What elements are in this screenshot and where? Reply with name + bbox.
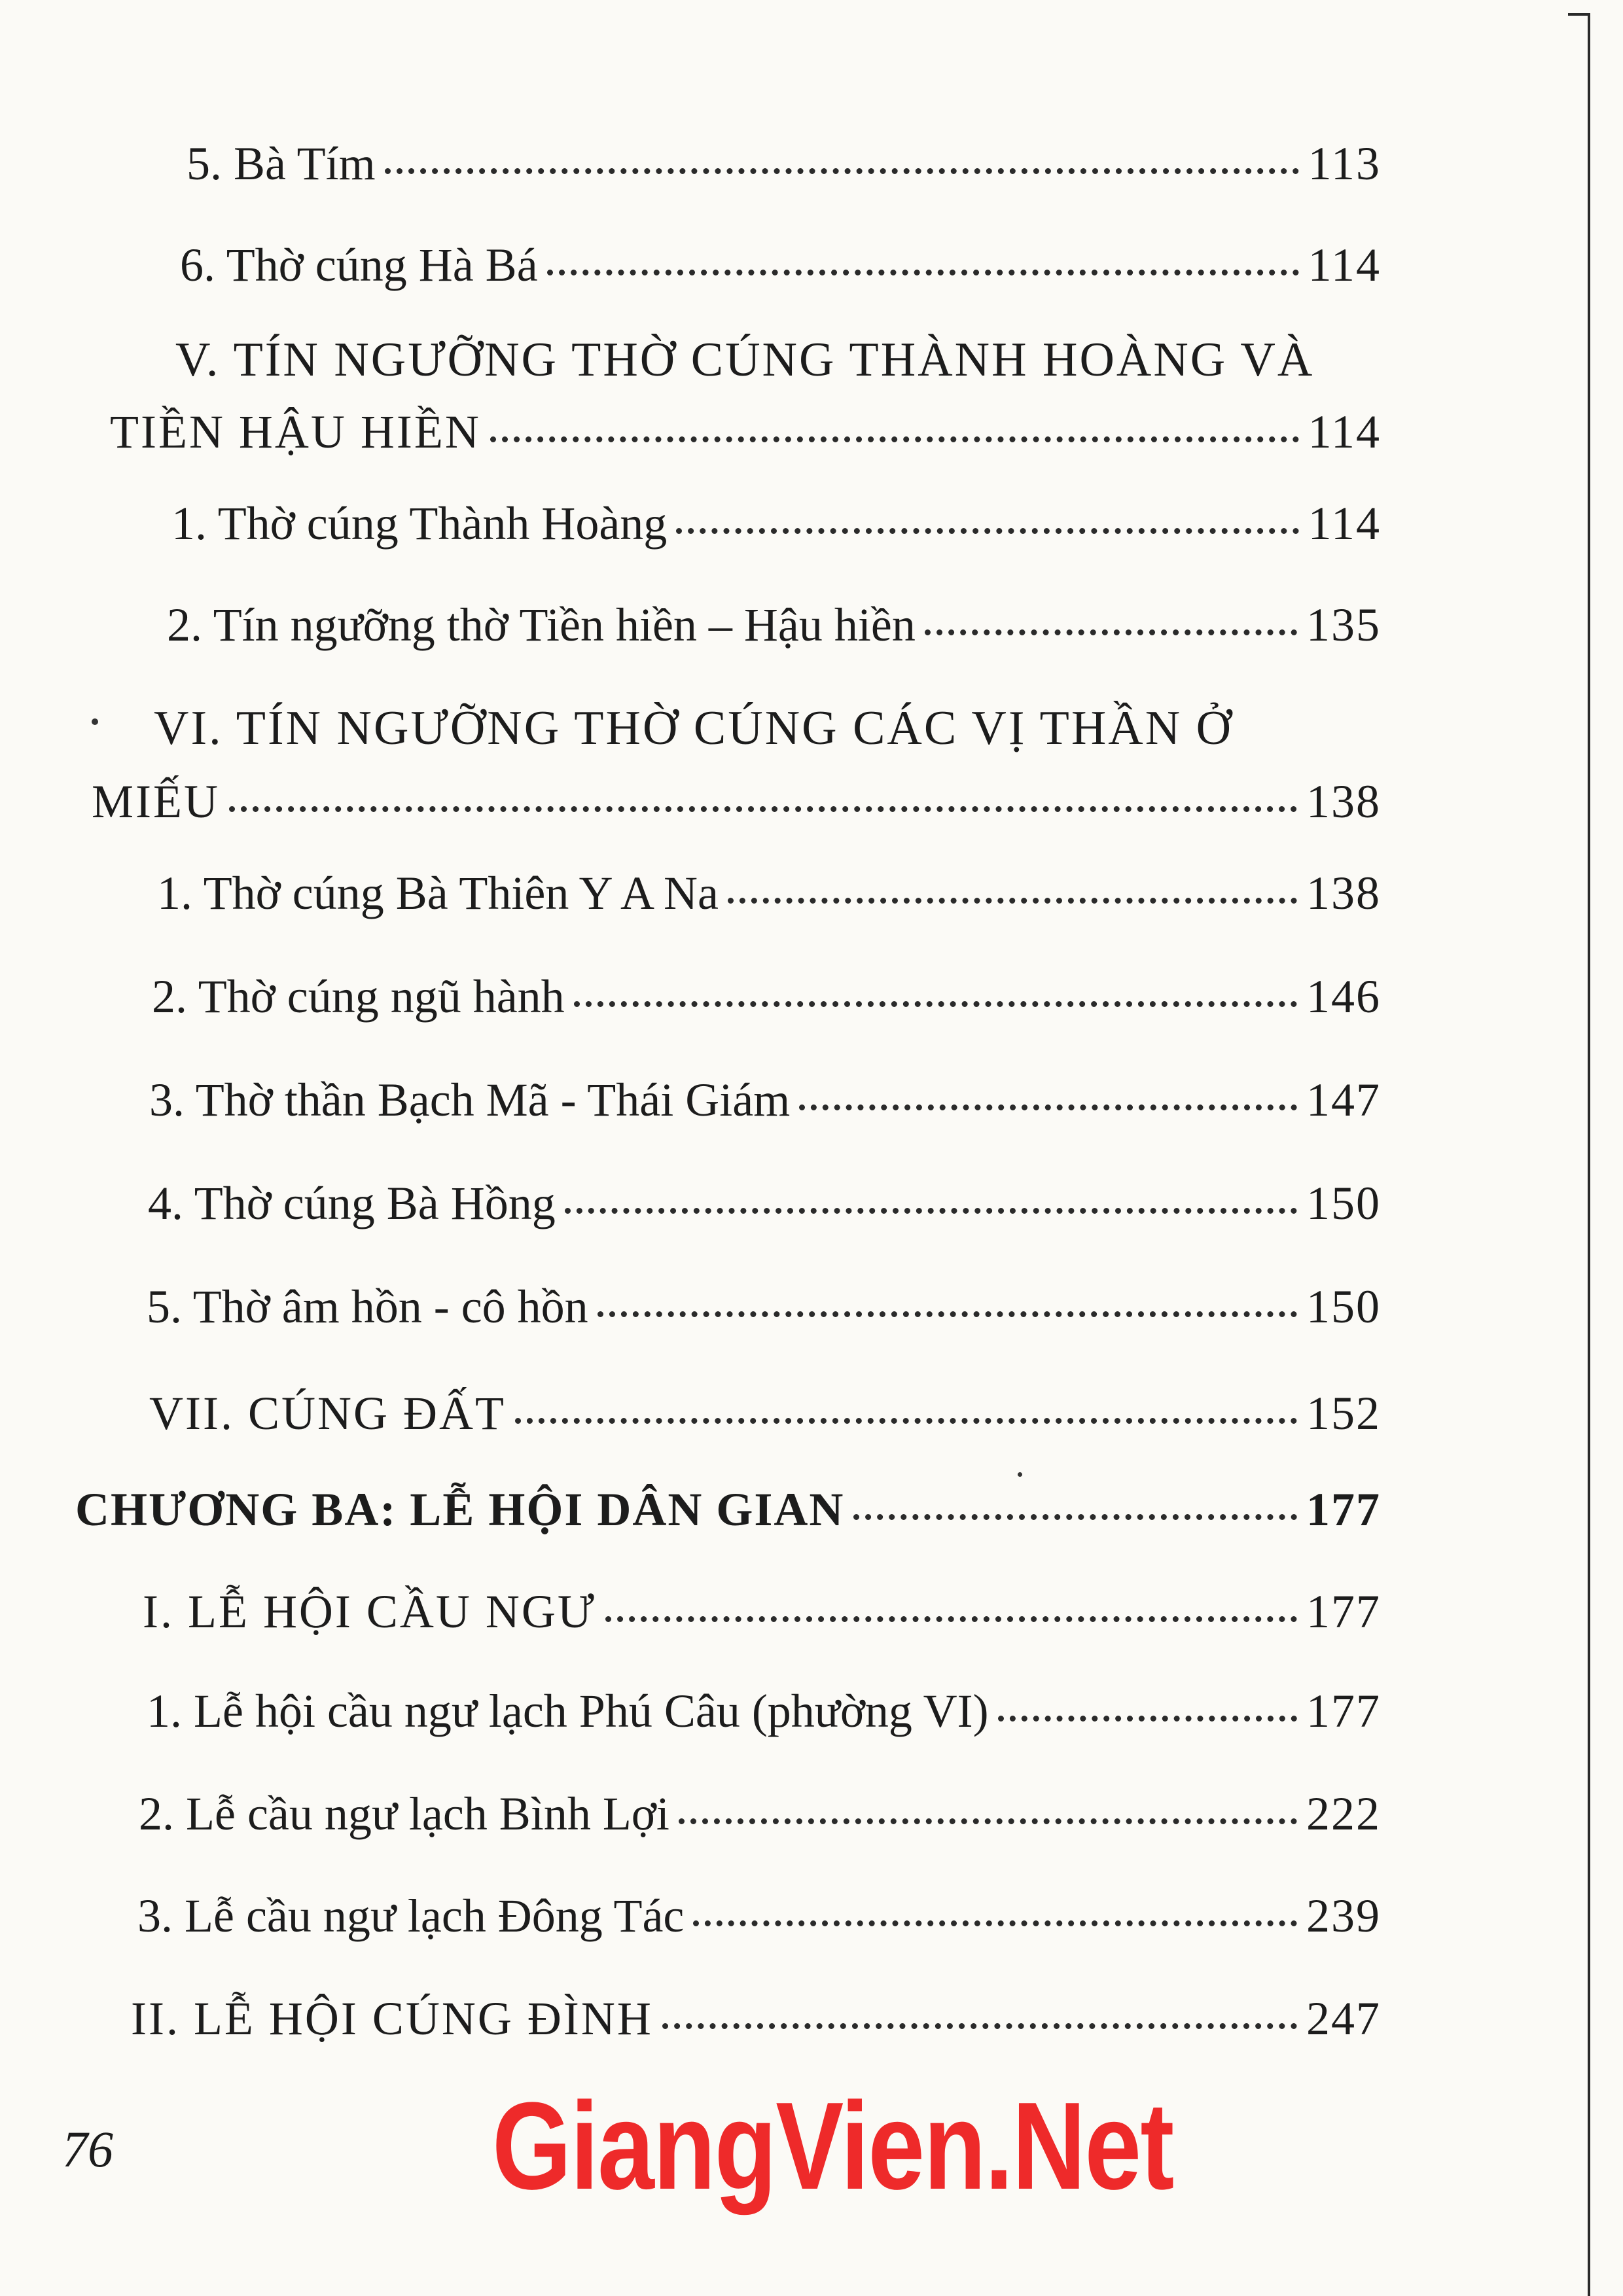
toc-entry[interactable] xyxy=(180,236,1381,294)
toc-entry-page: 138 xyxy=(1306,775,1381,828)
toc-entry-page: 152 xyxy=(1306,1387,1381,1439)
toc-entry-title: VII. CÚNG ĐẤT xyxy=(149,1387,506,1439)
dot-leader xyxy=(693,1920,1297,1926)
toc-entry-page: 247 xyxy=(1306,1992,1381,2045)
dot-leader xyxy=(547,270,1299,275)
toc-entry[interactable] xyxy=(171,494,1381,553)
toc-entry-title: 2. Tín ngưỡng thờ Tiền hiền – Hậu hiền xyxy=(167,599,916,651)
toc-entry[interactable] xyxy=(167,595,1381,654)
toc-entry-title: 4. Thờ cúng Bà Hồng xyxy=(148,1177,556,1229)
toc-entry-title: II. LỄ HỘI CÚNG ĐÌNH xyxy=(131,1992,653,2045)
section-heading-line1: V. TÍN NGƯỠNG THỜ CÚNG THÀNH HOÀNG VÀ xyxy=(175,333,1315,387)
toc-entry[interactable] xyxy=(92,772,1381,831)
toc-entry-title: 3. Lễ cầu ngư lạch Đông Tác xyxy=(137,1890,685,1942)
toc-entry[interactable] xyxy=(147,1277,1381,1336)
page-number: 76 xyxy=(62,2121,113,2178)
dot-leader xyxy=(679,1818,1297,1824)
toc-entry-title: 3. Thờ thần Bạch Mã - Thái Giám xyxy=(149,1074,791,1126)
stray-mark xyxy=(92,718,98,725)
toc-entry[interactable] xyxy=(157,864,1381,923)
toc-entry-title: 5. Thờ âm hồn - cô hồn xyxy=(147,1280,588,1333)
toc-entry-title: I. LỄ HỘI CẦU NGƯ xyxy=(143,1585,596,1638)
toc-entry-title: 1. Thờ cúng Thành Hoàng xyxy=(171,497,668,550)
toc-chapter-entry[interactable] xyxy=(75,1480,1381,1539)
dot-leader xyxy=(676,528,1298,534)
dot-leader xyxy=(853,1514,1297,1520)
toc-entry-page: 114 xyxy=(1308,497,1381,550)
toc-entry[interactable] xyxy=(131,1989,1381,2048)
dot-leader xyxy=(728,898,1297,904)
toc-entry[interactable] xyxy=(139,1784,1381,1843)
stray-mark xyxy=(1018,1472,1022,1477)
toc-entry[interactable] xyxy=(187,134,1381,193)
toc-entry-page: 146 xyxy=(1306,970,1381,1023)
toc-entry[interactable] xyxy=(152,967,1381,1026)
dot-leader xyxy=(597,1311,1297,1317)
dot-leader xyxy=(998,1716,1297,1722)
toc-entry[interactable] xyxy=(147,1682,1381,1740)
toc-entry-title: 1. Thờ cúng Bà Thiên Y A Na xyxy=(157,867,719,919)
toc-entry[interactable] xyxy=(149,1070,1381,1129)
toc-entry[interactable] xyxy=(149,1384,1381,1443)
toc-entry[interactable] xyxy=(143,1582,1381,1641)
dot-leader xyxy=(515,1418,1297,1424)
dot-leader xyxy=(385,168,1299,174)
toc-entry-title: 5. Bà Tím xyxy=(187,137,376,190)
toc-entry-page: 150 xyxy=(1306,1280,1381,1333)
toc-entry-page: 177 xyxy=(1306,1585,1381,1638)
watermark-text: GiangVien.Net xyxy=(492,2077,1173,2216)
toc-entry-title: MIẾU xyxy=(92,775,220,828)
toc-entry-page: 114 xyxy=(1308,239,1381,291)
toc-entry-page: 177 xyxy=(1306,1483,1381,1536)
toc-entry-page: 114 xyxy=(1308,406,1381,458)
dot-leader xyxy=(662,2023,1297,2029)
dot-leader xyxy=(565,1208,1297,1214)
dot-leader xyxy=(605,1616,1297,1622)
toc-entry-title: 1. Lễ hội cầu ngư lạch Phú Câu (phường VI) xyxy=(147,1685,989,1737)
toc-entry-title: TIỀN HẬU HIỀN xyxy=(110,406,481,458)
toc-entry[interactable] xyxy=(137,1886,1381,1945)
toc-entry-title: CHƯƠNG BA: LỄ HỘI DÂN GIAN xyxy=(75,1483,845,1536)
section-heading-line1: VI. TÍN NGƯỠNG THỜ CÚNG CÁC VỊ THẦN Ở xyxy=(154,701,1234,755)
toc-entry[interactable] xyxy=(110,402,1381,461)
dot-leader xyxy=(490,436,1299,442)
toc-entry-page: 135 xyxy=(1306,599,1381,651)
toc-entry-page: 138 xyxy=(1306,867,1381,919)
toc-entry-page: 147 xyxy=(1306,1074,1381,1126)
toc-entry-title: 2. Thờ cúng ngũ hành xyxy=(152,970,565,1023)
toc-entry-page: 177 xyxy=(1306,1685,1381,1737)
toc-entry-page: 239 xyxy=(1306,1890,1381,1942)
toc-entry-page: 113 xyxy=(1308,137,1381,190)
toc-entry-title: 2. Lễ cầu ngư lạch Bình Lợi xyxy=(139,1788,669,1840)
toc-entry-page: 222 xyxy=(1306,1788,1381,1840)
toc-entry-page: 150 xyxy=(1306,1177,1381,1229)
dot-leader xyxy=(799,1104,1297,1110)
dot-leader xyxy=(925,629,1297,635)
dot-leader xyxy=(229,806,1297,812)
toc-entry[interactable] xyxy=(148,1174,1381,1233)
dot-leader xyxy=(574,1001,1297,1007)
toc-entry-title: 6. Thờ cúng Hà Bá xyxy=(180,239,538,291)
